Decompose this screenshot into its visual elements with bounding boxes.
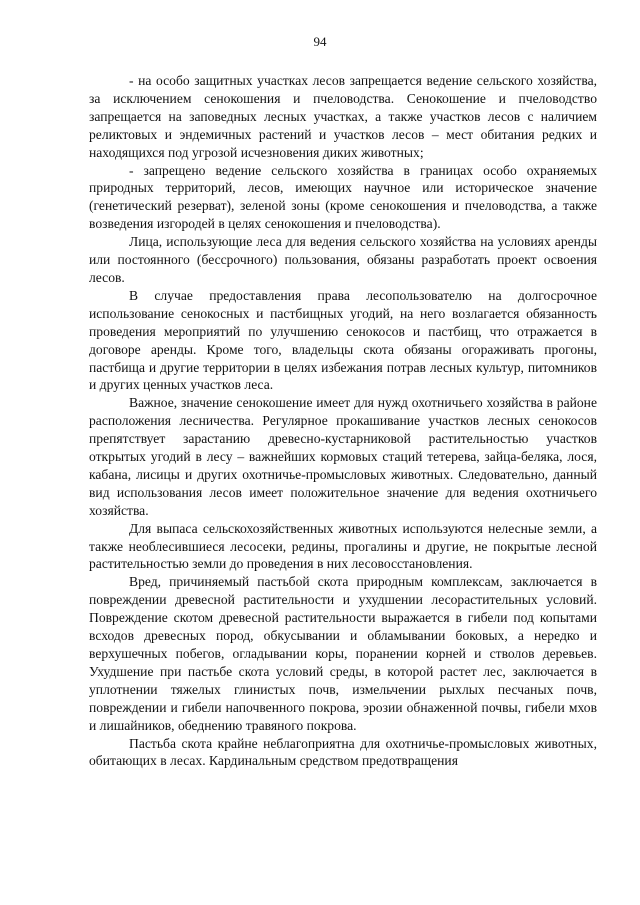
page-number: 94 — [313, 34, 327, 49]
paragraph-forest-protection-restrictions: - на особо защитных участках лесов запрещается ведение сельского хозяйства, за исключением сенокошения и пчеловодства. Сенокошение и пчеловодство запрещается на заповедных лесных участках, а также участков лесов с наличием реликтовых и эндемичных растений и участков лесов – мест обитания редких и находящихся под угрозой исчезновения диких животных; — [89, 73, 597, 160]
document-body — [89, 72, 597, 770]
paragraph-protected-areas-restrictions: - запрещено ведение сельского хозяйства в границах особо охраняемых природных территорий, лесов, имеющих научное или историческое значение (генетический резерват), зеленой зоны (кроме сенокошения и пчеловодства, а также возведения изгородей в целях сенокошения и пчеловодства). — [89, 162, 597, 232]
paragraph-grazing-damage: Вред, причиняемый пастьбой скота природным комплексам, заключается в повреждении древесной растительности и ухудшении лесорастительных условий. Повреждение скотом древесной растительности выражается в гибели под копытами всходов древесных пород, обкусывании и обламывании боковых, а нередко и верхушечных побегов, огладывании коры, поранении корней и стволов деревьев. Ухудшение при пастьбе скота условий среды, в которой растет лес, заключается в уплотнении тяжелых глинистых почв, измельчении рыхлых песчаных почв, повреждении и гибели напочвенного покрова, эрозии обнаженной почвы, гибели мхов и лишайников, обеднению травяного покрова. — [89, 574, 597, 733]
paragraph-grazing-lands: Для выпаса сельскохозяйственных животных используются нелесные земли, а также необлесившиеся лесосеки, редины, прогалины и другие, не покрытые лесной растительностью земли до проведения в них лесовосстановления. — [89, 520, 597, 572]
paragraph-grazing-wildlife: Пастьба скота крайне неблагоприятна для охотничье-промысловых животных, обитающих в лесах. Кардинальным средством предотвращения — [89, 735, 597, 769]
paragraph-forest-development-project: Лица, использующие леса для ведения сельского хозяйства на условиях аренды или постоянного (бессрочного) пользования, обязаны разработать проект освоения лесов. — [89, 234, 597, 285]
paragraph-long-term-use: В случае предоставления права лесопользователю на долгосрочное использование сенокосных и пастбищных угодий, на него возлагается обязанность проведения мероприятий по улучшению сенокосов и пастбищ, что отражается в договоре аренды. Кроме того, владельцы скота обязаны огораживать прогоны, пастбища и другие территории в целях избежания потрав лесных культур, питомников и других ценных участков леса. — [89, 287, 597, 393]
paragraph-haymaking-hunting: Важное, значение сенокошение имеет для нужд охотничьего хозяйства в районе расположения лесничества. Регулярное прокашивание участков лесных сенокосов препятствует зарастанию древесно-кустарниковой растительностью участков открытых угодий в лесу – важнейших кормовых стаций тетерева, зайца-беляка, лося, кабана, лисицы и других охотничье-промысловых животных. Следовательно, данный вид использования лесов имеет положительное значение для ведения охотничьего хозяйства. — [89, 395, 597, 518]
